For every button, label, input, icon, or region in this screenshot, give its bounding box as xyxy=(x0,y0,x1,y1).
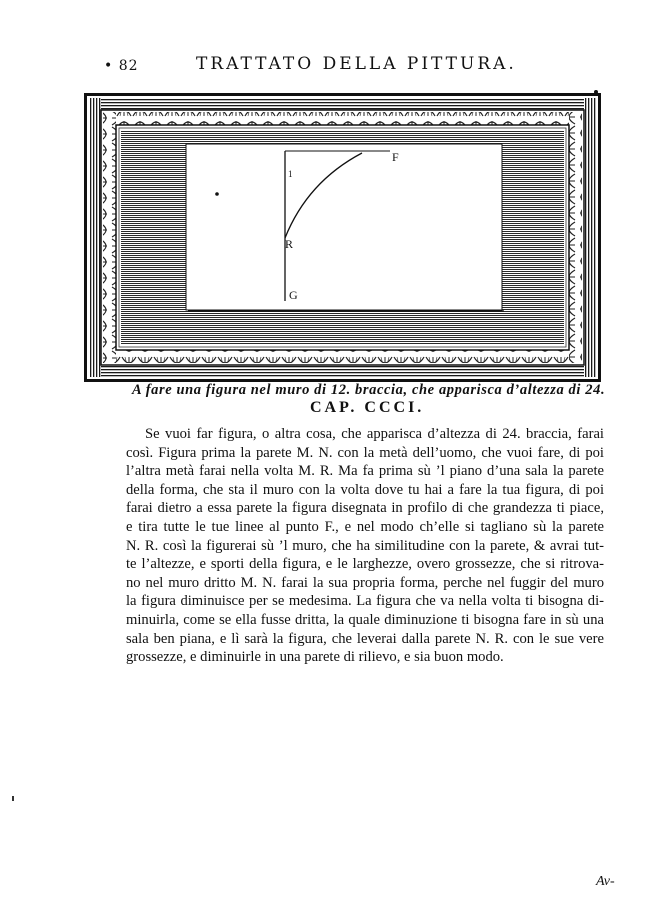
body-line: la figura diminuisce per se medesima. La figura che va nella volta ti bisogna di- xyxy=(126,593,604,610)
running-title: TRATTATO DELLA PITTURA. xyxy=(196,54,517,74)
body-line: sala ben piana, e lì sarà la figura, che leverai dalla parete N. R. con le sue vere xyxy=(126,630,604,647)
body-line: N. R. così la figurerai sù ’l muro, che ha similitudine con la parete, & avrai tut- xyxy=(126,537,604,554)
body-line: farai dietro a essa parete la figura disegnata in profilo di che grandezza ti piace, xyxy=(126,500,604,517)
body-line: Se vuoi far figura, o altra cosa, che apparisca d’altezza di 24. braccia, farai xyxy=(145,426,604,442)
body-line: l’altra metà farai nella volta M. R. Ma fa prima sù ’l piano d’una sala la parete xyxy=(126,463,604,480)
page-number: • 82 xyxy=(104,58,139,74)
body-line: così. Figura prima la parete M. N. con la metà dell’uomo, che vuoi fare, di poi xyxy=(126,444,604,461)
body-text xyxy=(126,425,604,667)
label-one: 1 xyxy=(288,169,293,179)
chapter-heading: CAP. CCCI. xyxy=(310,399,425,416)
body-line: minuirla, come se ella fusse dritta, la quale diminuzione ti bisogna fare in sù una xyxy=(126,611,604,628)
drawing-card xyxy=(186,144,502,310)
label-r: R xyxy=(285,237,294,251)
catchword: Av- xyxy=(596,874,615,889)
engraved-plate xyxy=(84,93,601,382)
body-line: e tira tutte le tue linee al punto F., e nel modo ch’elle si tagliano sù la parete xyxy=(126,518,604,535)
body-line: te l’altezze, e sporti della figura, e le larghezze, overo grossezze, che si ritrova- xyxy=(126,556,604,573)
body-line: no nel muro dritto M. N. farai la sua propria forma, perche nel fuggir del muro xyxy=(126,574,604,591)
label-f: F xyxy=(392,150,399,164)
point-mark xyxy=(215,192,219,196)
body-line: grossezze, e diminuirle in una parete di rilievo, e sia buon modo. xyxy=(126,649,504,666)
plate-illustration xyxy=(84,93,601,382)
label-g: G xyxy=(289,288,298,302)
plate-caption: A fare una figura nel muro di 12. braccia, che apparisca d’altezza di 24. xyxy=(132,382,606,398)
margin-speck xyxy=(12,796,14,801)
body-line: della forma, che sta il muro con la volta dove tu hai a fare la tua figura, di poi xyxy=(126,481,604,498)
